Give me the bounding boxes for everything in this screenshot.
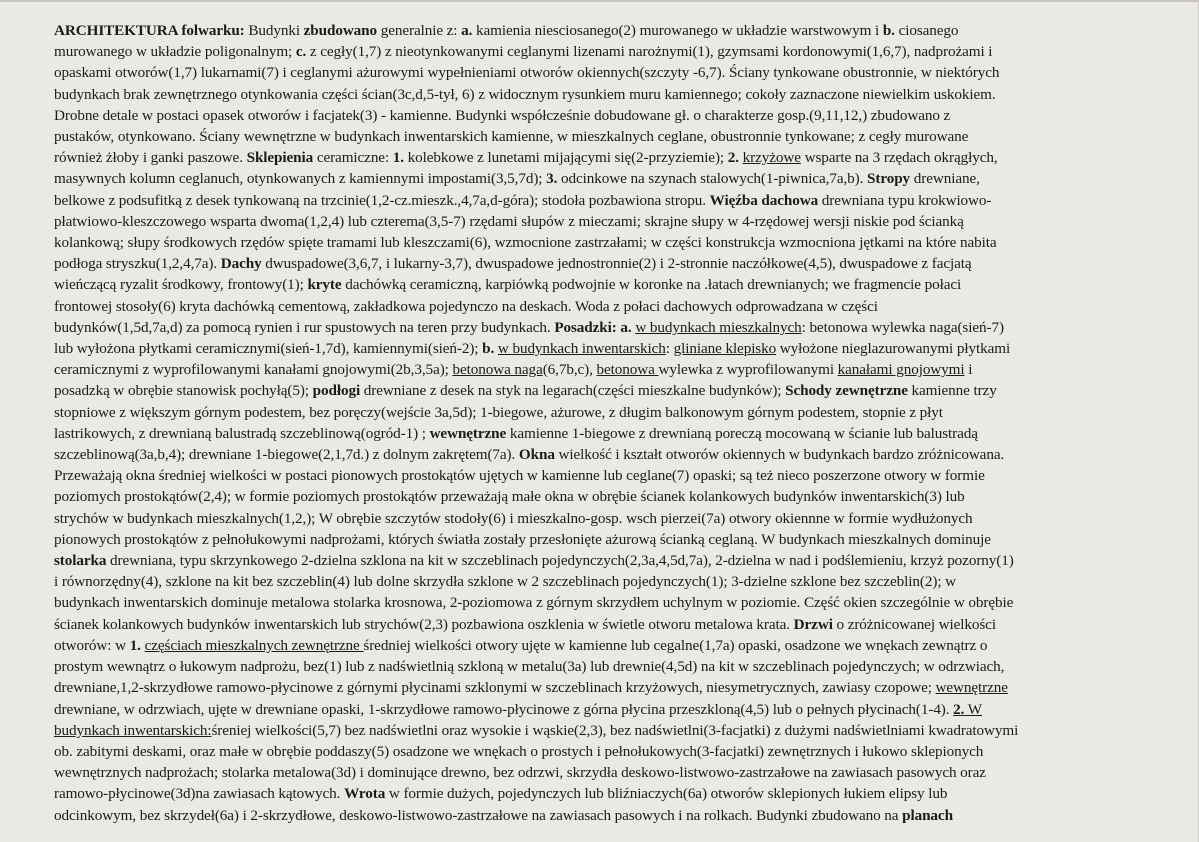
text-run: opaskami otworów(1,7) lukarnami(7) i ceglanymi ażurowymi wypełnieniami otworów okiennych(szczyty -6,7). Ściany tynkowane obustronnie, w niektórych [54, 64, 1000, 82]
text-run: ob. zabitymi deskami, oraz małe w obrębie poddaszy(5) osadzone we wnękach o prostych i pełnołukowych(3-facjatki) zewnętrznych i łukowo sklepionych [54, 742, 984, 760]
text-run: drewniana typu krokwiowo- [818, 191, 992, 209]
text-run: ceramiczne: [313, 149, 393, 167]
bold-term: Dachy [220, 255, 262, 273]
text-run: kolebkowe z lunetami mijającymi się(2-przyziemie); [403, 149, 728, 167]
text-run: posadzką w obrębie stanowisk pochyłą(5); [54, 382, 313, 400]
text-run: również żłoby i ganki paszowe. [54, 149, 247, 167]
text-line [54, 253, 1144, 274]
underlined-phrase: betonowa naga [452, 361, 543, 379]
text-run: z cegły(1,7) z nieotynkowanymi ceglanymi lizenami narożnymi(1), gzymsami kordonowymi(1,6,7), nadprożami i [306, 43, 993, 61]
bold-term: Więźba dachowa [709, 191, 819, 209]
text-run: drewniane z desek na styk na legarach(części mieszkalne budynków); [360, 382, 786, 400]
bold-term: Schody zewnętrzne [785, 382, 908, 400]
text-run: pustaków, otynkowano. Ściany wewnętrzne w budynkach inwentarskich kamienne, w mieszkalnych ceglane, obustronnie tynkowane; z cegły murowane [54, 128, 969, 146]
text-run: stopniowe z większym górnym podestem, bez poręczy(wejście 3a,5d); 1-biegowe, ażurowe, z długim balkonowym górnym podestem, stopnie z płyt [54, 403, 943, 421]
underlined-phrase: kanałami gnojowymi [837, 361, 965, 379]
text-line [54, 720, 1144, 741]
text-run: ramowo-płycinowe(3d)na zawiasach kątowych. [54, 785, 345, 803]
text-run: ścianek kolankowych budynków inwentarskich lub strychów(2,3) pozbawiona oszklenia w świetle otworu metalowa krata. [54, 615, 794, 633]
bold-term: podłogi [312, 382, 361, 400]
text-run: drewniane, [910, 170, 980, 188]
text-line [54, 529, 1144, 550]
text-line [54, 635, 1144, 656]
text-run: budynków(1,5d,7a,d) za pomocą rynien i rur spustowych na teren przy budynkach. [54, 318, 555, 336]
text-run: wsparte na 3 rzędach okrągłych, [800, 149, 998, 167]
text-run: prostym wewnątrz o łukowym nadprożu, bez(1) lub z nadświetlnią szkloną w metalu(3a) lub drewnie(4,5d) na kit w szczeblinach pojedynczych; w odrzwiach, [54, 658, 1005, 676]
text-run: ciosanego [894, 22, 959, 39]
text-run: lastrikowych, z drewnianą balustradą szczeblinową(ogród-1) ; [54, 424, 430, 442]
text-line [54, 783, 1144, 804]
underlined-phrase: częściach mieszkalnych zewnętrzne [144, 636, 364, 654]
text-run: wylewka z wyprofilowanymi [658, 361, 838, 379]
text-run: drewniane, w odrzwiach, ujęte w drewniane opaski, 1-skrzydłowe ramowo-płycinowe z górna płycina przeszkloną(4,5) lub o pełnych płycinach(1-4). [54, 700, 954, 718]
text-run: Budynki [244, 22, 304, 39]
text-line [54, 232, 1144, 253]
bold-term: Drzwi [793, 615, 833, 633]
text-run: i [964, 361, 973, 379]
underlined-phrase: krzyżowe [742, 149, 801, 167]
underlined-phrase: budynkach inwentarskich: [54, 721, 212, 739]
document-body [54, 20, 1144, 826]
bold-term: a. [461, 22, 473, 39]
text-run: i równorzędny(4), szklone na kit bez szczeblin(4) lub dolne skrzydła szklone w 2 szczeblinach pojedynczych(1); 3-dzielne szklone bez szczeblin(2); w [54, 573, 957, 591]
text-line [54, 677, 1144, 698]
text-run: Drobne detale w postaci opasek otworów i facjatek(3) - kamienne. Budynki współcześnie dobudowane gł. o charakterze gosp.(9,11,12,) zbudowano z [54, 106, 951, 124]
text-run: odcinkowe na szynach stalowych(1-piwnica,7a,b). [557, 170, 868, 188]
text-run: generalnie z: [377, 22, 462, 39]
text-run: wewnętrznych nadprożach; stolarka metalowa(3d) i dominujące drewno, bez odrzwi, skrzydła deskowo-listwowo-zastrzałowe na zawiasach pasowych oraz [54, 764, 986, 782]
text-run: ceramicznymi z wyprofilowanymi kanałami gnojowymi(2b,3,5a); [54, 361, 453, 379]
text-line [54, 465, 1144, 486]
text-line [54, 508, 1144, 529]
text-line [54, 274, 1144, 295]
text-run: pionowych prostokątów z pełnołukowymi nadprożami, których światła zostały przesłonięte ażurową ścianką ceglaną. W budynkach mieszkalnych dominuje [54, 530, 991, 548]
text-run: budynkach inwentarskich dominuje metalowa stolarka krosnowa, 2-poziomowa z górnym skrzydłem uchylnym w poziomie. Część okien szczególnie w obrębie [54, 594, 1014, 612]
text-run: kamienne trzy [907, 382, 997, 400]
text-run: wieńczącą ryzalit środkowy, frontowy(1); [54, 276, 308, 294]
text-run: kamienia niesciosanego(2) murowanego w układzie warstwowym i [472, 22, 883, 39]
text-line [54, 380, 1144, 401]
text-line [54, 486, 1144, 507]
text-run: kamienne 1-biegowe z drewnianą poreczą mocowaną w ścianie lub balustradą [506, 424, 978, 442]
bold-term: c. [295, 43, 307, 61]
text-run: dwuspadowe(3,6,7, i lukarny-3,7), dwuspadowe jednostronnie(2) i 2-stronnie naczółkowe(4,5), dwuspadowe z facjatą [261, 255, 972, 273]
text-run: szczeblinową(3a,b,4); drewniane 1-biegowe(2,1,7d.) z dolnym zakrętem(7a). [54, 446, 519, 464]
text-run: : [665, 340, 674, 358]
bold-term: Okna [518, 446, 555, 464]
text-run: (6,7b,c), [542, 361, 597, 379]
text-run: wyłożone nieglazurowanymi płytkami [776, 340, 1011, 358]
bold-term: 2. [953, 700, 965, 718]
text-line [54, 762, 1144, 783]
underlined-phrase: gliniane klepisko [673, 340, 777, 358]
text-run: w formie dużych, pojedynczych lub bliźniaczych(6a) otworów sklepionych łukiem elipsy lub [385, 785, 948, 803]
text-line [54, 805, 1144, 826]
text-line [54, 359, 1144, 380]
text-line [54, 592, 1144, 613]
text-line [54, 741, 1144, 762]
underlined-phrase: w budynkach mieszkalnych [635, 318, 802, 336]
text-run: średniej wielkości otwory ujęte w kamienne lub cegalne(1,7a) opaski, osadzone we wnękach zewnątrz o [363, 636, 988, 654]
text-run: wielkość i kształt otworów okiennych w budynkach bardzo zróżnicowana. [554, 446, 1005, 464]
bold-term: wewnętrzne [429, 424, 507, 442]
text-run: podłoga stryszku(1,2,4,7a). [54, 255, 221, 273]
text-line [54, 147, 1144, 168]
text-run: dachówką ceramiczną, karpiówką podwojnie w koronke na .łatach drewnianych; we fragmencie połaci [341, 276, 962, 294]
text-line [54, 444, 1144, 465]
bold-term: planach [902, 806, 953, 824]
text-run: kolankową; słupy środkowych rzędów spięte tramami lub kleszczami(6), wzmocnione zastrzałami; w części konstrukcja wzmocniona jętkami na które nabita [54, 234, 997, 252]
text-line [54, 190, 1144, 211]
text-run: otworów: w [54, 636, 130, 654]
text-line [54, 105, 1144, 126]
text-line [54, 571, 1144, 592]
text-line [54, 317, 1144, 338]
text-run: o zróżnicowanej wielkości [832, 615, 996, 633]
bold-term: Posadzki: a. [554, 318, 632, 336]
underlined-phrase: wewnętrzne [935, 679, 1008, 697]
text-line [54, 656, 1144, 677]
text-run: belkowe z podsufitką z desek tynkowaną na trzcinie(1,2-cz.mieszk.,4,7a,d-góra); stodoła pozbawiona stropu. [54, 191, 710, 209]
text-run: budynkach brak zewnętrznego otynkowania części ścian(3c,d,5-tył, 6) z widocznym rysunkiem muru kamiennego; cokoły zaznaczone niewielkim uskokiem. [54, 85, 996, 103]
bold-term: Wrota [344, 785, 386, 803]
bold-term: Stropy [867, 170, 911, 188]
bold-term: b. [482, 340, 495, 358]
underlined-phrase: betonowa [596, 361, 659, 379]
bold-term: 2. [727, 149, 739, 167]
text-run: płatwiowo-kleszczowego wsparta dwoma(1,2,4) lub czterema(3,5-7) rzędami słupów z mieczami; skrajne słupy w 4-rzędowej wersji niskie pod ścianką [54, 212, 964, 230]
text-line [54, 614, 1144, 635]
text-run: : betonowa wylewka naga(sień-7) [801, 318, 1004, 336]
text-line [54, 296, 1144, 317]
text-line [54, 126, 1144, 147]
text-run: drewniane,1,2-skrzydłowe ramowo-płycinowe z górnymi płycinami szklonymi w szczeblinach krzyżowych, niesymetrycznych, zawiasy czopowe; [54, 679, 936, 697]
bold-term: stolarka [54, 552, 107, 570]
text-line [54, 423, 1144, 444]
text-line [54, 62, 1144, 83]
text-run: poziomych prostokątów(2,4); w formie poziomych prostokątów przeważają małe okna w obrębie ścianek kolankowych budynków inwentarskich(3) lub [54, 488, 965, 506]
bold-term: zbudowano [303, 22, 378, 39]
text-run: drewniana, typu skrzynkowego 2-dzielna szklona na kit w szczeblinach pojedynczych(2,3a,4,5d,7a), 2-dzielna w nad i podślemieniu, krzyż pozorny(1) [106, 552, 1014, 570]
underlined-phrase: w budynkach inwentarskich [497, 340, 666, 358]
text-run: masywnych kolumn ceglanuch, otynkowanych z kamiennymi impostami(3,5,7d); [54, 170, 547, 188]
bold-term: kryte [307, 276, 342, 294]
text-line [54, 20, 1144, 41]
text-run: lub wyłożona płytkami ceramicznymi(sień-1,7d), kamiennymi(sień-2); [54, 340, 483, 358]
text-line [54, 84, 1144, 105]
underlined-phrase: W [964, 700, 983, 718]
text-line [54, 550, 1144, 571]
bold-term: ARCHITEKTURA folwarku: [54, 22, 245, 39]
text-run: śreniej wielkości(5,7) bez nadświetlni oraz wysokie i wąskie(2,3), bez nadświetlni(3-facjatki) z dużymi nadświetlniami kwadratowymi [211, 721, 1019, 739]
text-line [54, 338, 1144, 359]
bold-term: b. [882, 22, 895, 39]
bold-term: 1. [129, 636, 141, 654]
text-run: murowanego w układzie poligonalnym; [54, 43, 296, 61]
text-run: Przeważają okna średniej wielkości w postaci pionowych prostokątów ujętych w kamienne lub ceglane(7) opaski; są też nieco poszerzone otwory w formie [54, 467, 985, 485]
text-run: odcinkowym, bez skrzydeł(6a) i 2-skrzydłowe, deskowo-listwowo-zastrzałowe na zawiasach pasowych i na rolkach. Budynki zbudowano na [54, 806, 903, 824]
bold-term: 3. [546, 170, 558, 188]
text-line [54, 402, 1144, 423]
text-line [54, 699, 1144, 720]
text-run: frontowej stosoły(6) kryta dachówką cementową, zakładkowa pojedynczo na deskach. Woda z połaci dachowych odprowadzana w części [54, 297, 878, 315]
text-line [54, 41, 1144, 62]
bold-term: 1. [392, 149, 404, 167]
text-line [54, 168, 1144, 189]
bold-term: Sklepienia [246, 149, 314, 167]
text-line [54, 211, 1144, 232]
text-run: strychów w budynkach mieszkalnych(1,2,); W obrębie szczytów stodoły(6) i mieszkalno-gosp. wsch pierzei(7a) otwory okiennne w formie wydłużonych [54, 509, 973, 527]
